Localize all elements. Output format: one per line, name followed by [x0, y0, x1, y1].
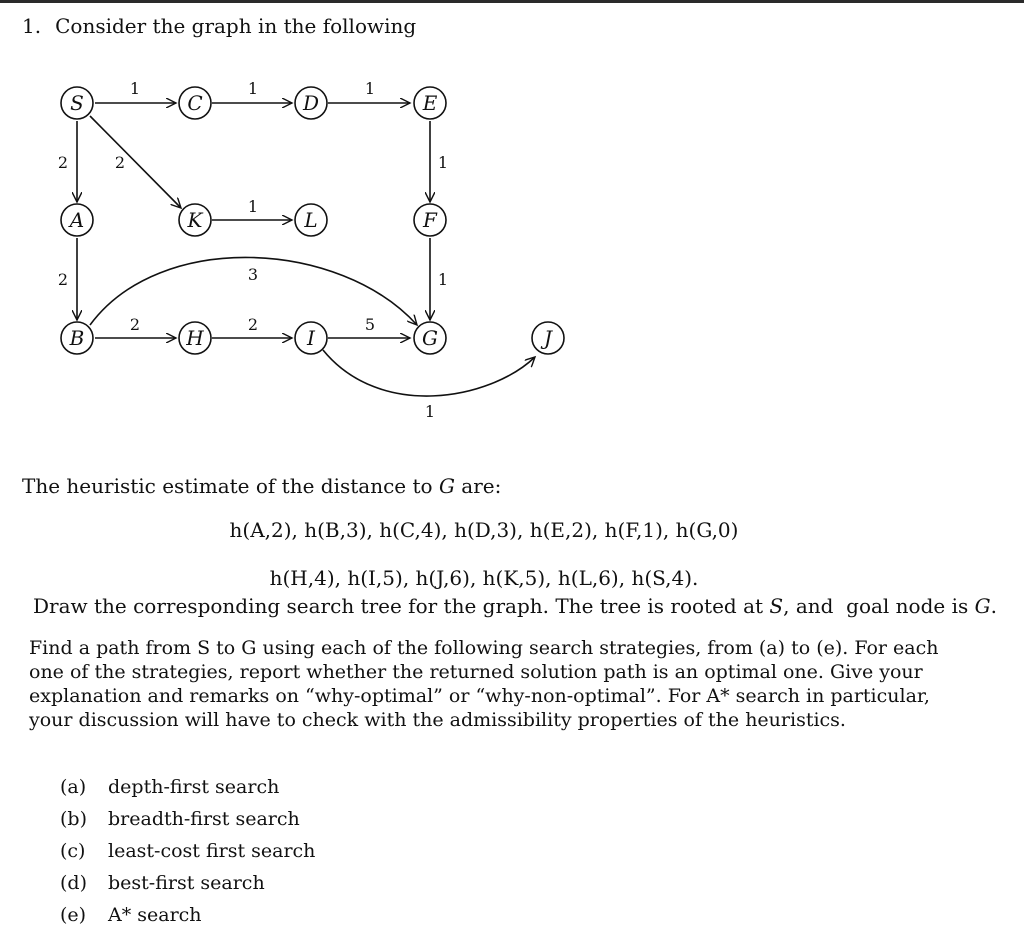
node-label-e: E: [422, 91, 438, 115]
draw-instruction: [33, 594, 997, 618]
weight-h-i: 2: [247, 315, 259, 334]
question-text: Consider the graph in the following: [55, 14, 417, 38]
weight-b-g: 3: [247, 265, 259, 284]
node-label-d: D: [302, 91, 320, 115]
weight-a-b: 2: [57, 270, 69, 289]
heuristic-values-line-2: h(H,4), h(I,5), h(J,6), h(K,5), h(L,6), h(S,4).: [269, 566, 699, 590]
node-label-h: H: [186, 326, 204, 350]
option-label: (a): [60, 776, 87, 798]
node-label-f: F: [423, 208, 437, 232]
weight-f-g: 1: [437, 270, 449, 289]
paragraph-line-3: explanation and remarks on “why-optimal” or “why-non-optimal”. For A* search in particular,: [29, 685, 930, 707]
find-path-paragraph: [29, 636, 989, 732]
heuristic-intro: [22, 474, 501, 498]
top-border: [0, 0, 1024, 3]
list-item: [60, 904, 315, 936]
question-number: 1.: [22, 14, 42, 38]
strategy-list: [60, 776, 315, 936]
node-label-i: I: [307, 326, 315, 350]
option-label: (e): [60, 904, 87, 926]
list-item: [60, 872, 315, 904]
weight-s-c: 1: [129, 79, 141, 98]
weight-s-k: 2: [114, 153, 126, 172]
draw-instruction-post: goal node is: [846, 594, 975, 618]
list-item: [60, 776, 315, 808]
node-label-k: K: [187, 208, 203, 232]
weight-i-g: 5: [364, 315, 376, 334]
edge-i-j: [323, 350, 535, 396]
option-text: best-first search: [108, 872, 265, 894]
edge-s-k: [90, 116, 181, 208]
weight-i-j: 1: [424, 402, 436, 421]
heuristic-values-line-1: h(A,2), h(B,3), h(C,4), h(D,3), h(E,2), h(F,1), h(G,0): [229, 518, 739, 542]
weight-d-e: 1: [364, 79, 376, 98]
option-text: least-cost first search: [108, 840, 316, 862]
weight-b-h: 2: [129, 315, 141, 334]
heuristic-intro-post: are:: [454, 474, 502, 498]
option-label: (b): [60, 808, 87, 830]
list-item: [60, 808, 315, 840]
node-label-a: A: [69, 208, 85, 232]
option-label: (c): [60, 840, 86, 862]
question-title: [22, 14, 416, 38]
option-text: breadth-first search: [108, 808, 300, 830]
draw-instruction-goal: G: [974, 594, 991, 618]
list-item: [60, 840, 315, 872]
node-label-l: L: [304, 208, 318, 232]
weight-k-l: 1: [247, 197, 259, 216]
graph-diagram: [0, 60, 620, 440]
node-label-s: S: [70, 91, 84, 115]
draw-instruction-end: .: [990, 594, 997, 618]
node-label-b: B: [69, 326, 85, 350]
node-label-g: G: [422, 326, 438, 350]
weight-e-f: 1: [437, 153, 449, 172]
paragraph-line-1: Find a path from S to G using each of the following search strategies, from (a) to (e). For each: [29, 637, 939, 659]
option-text: depth-first search: [108, 776, 280, 798]
draw-instruction-pre: Draw the corresponding search tree for the graph. The tree is rooted at: [33, 594, 770, 618]
draw-instruction-root: S: [769, 594, 784, 618]
node-label-c: C: [187, 91, 203, 115]
draw-instruction-mid: , and: [783, 594, 840, 618]
weight-s-a: 2: [57, 153, 69, 172]
node-label-j: J: [543, 326, 553, 350]
option-text: A* search: [108, 904, 202, 926]
option-label: (d): [60, 872, 87, 894]
heuristic-intro-pre: The heuristic estimate of the distance to: [22, 474, 439, 498]
weight-c-d: 1: [247, 79, 259, 98]
paragraph-line-4: your discussion will have to check with the admissibility properties of the heuristics.: [29, 709, 846, 731]
paragraph-line-2: one of the strategies, report whether the returned solution path is an optimal one. Give your: [29, 661, 923, 683]
heuristic-intro-var: G: [438, 474, 455, 498]
